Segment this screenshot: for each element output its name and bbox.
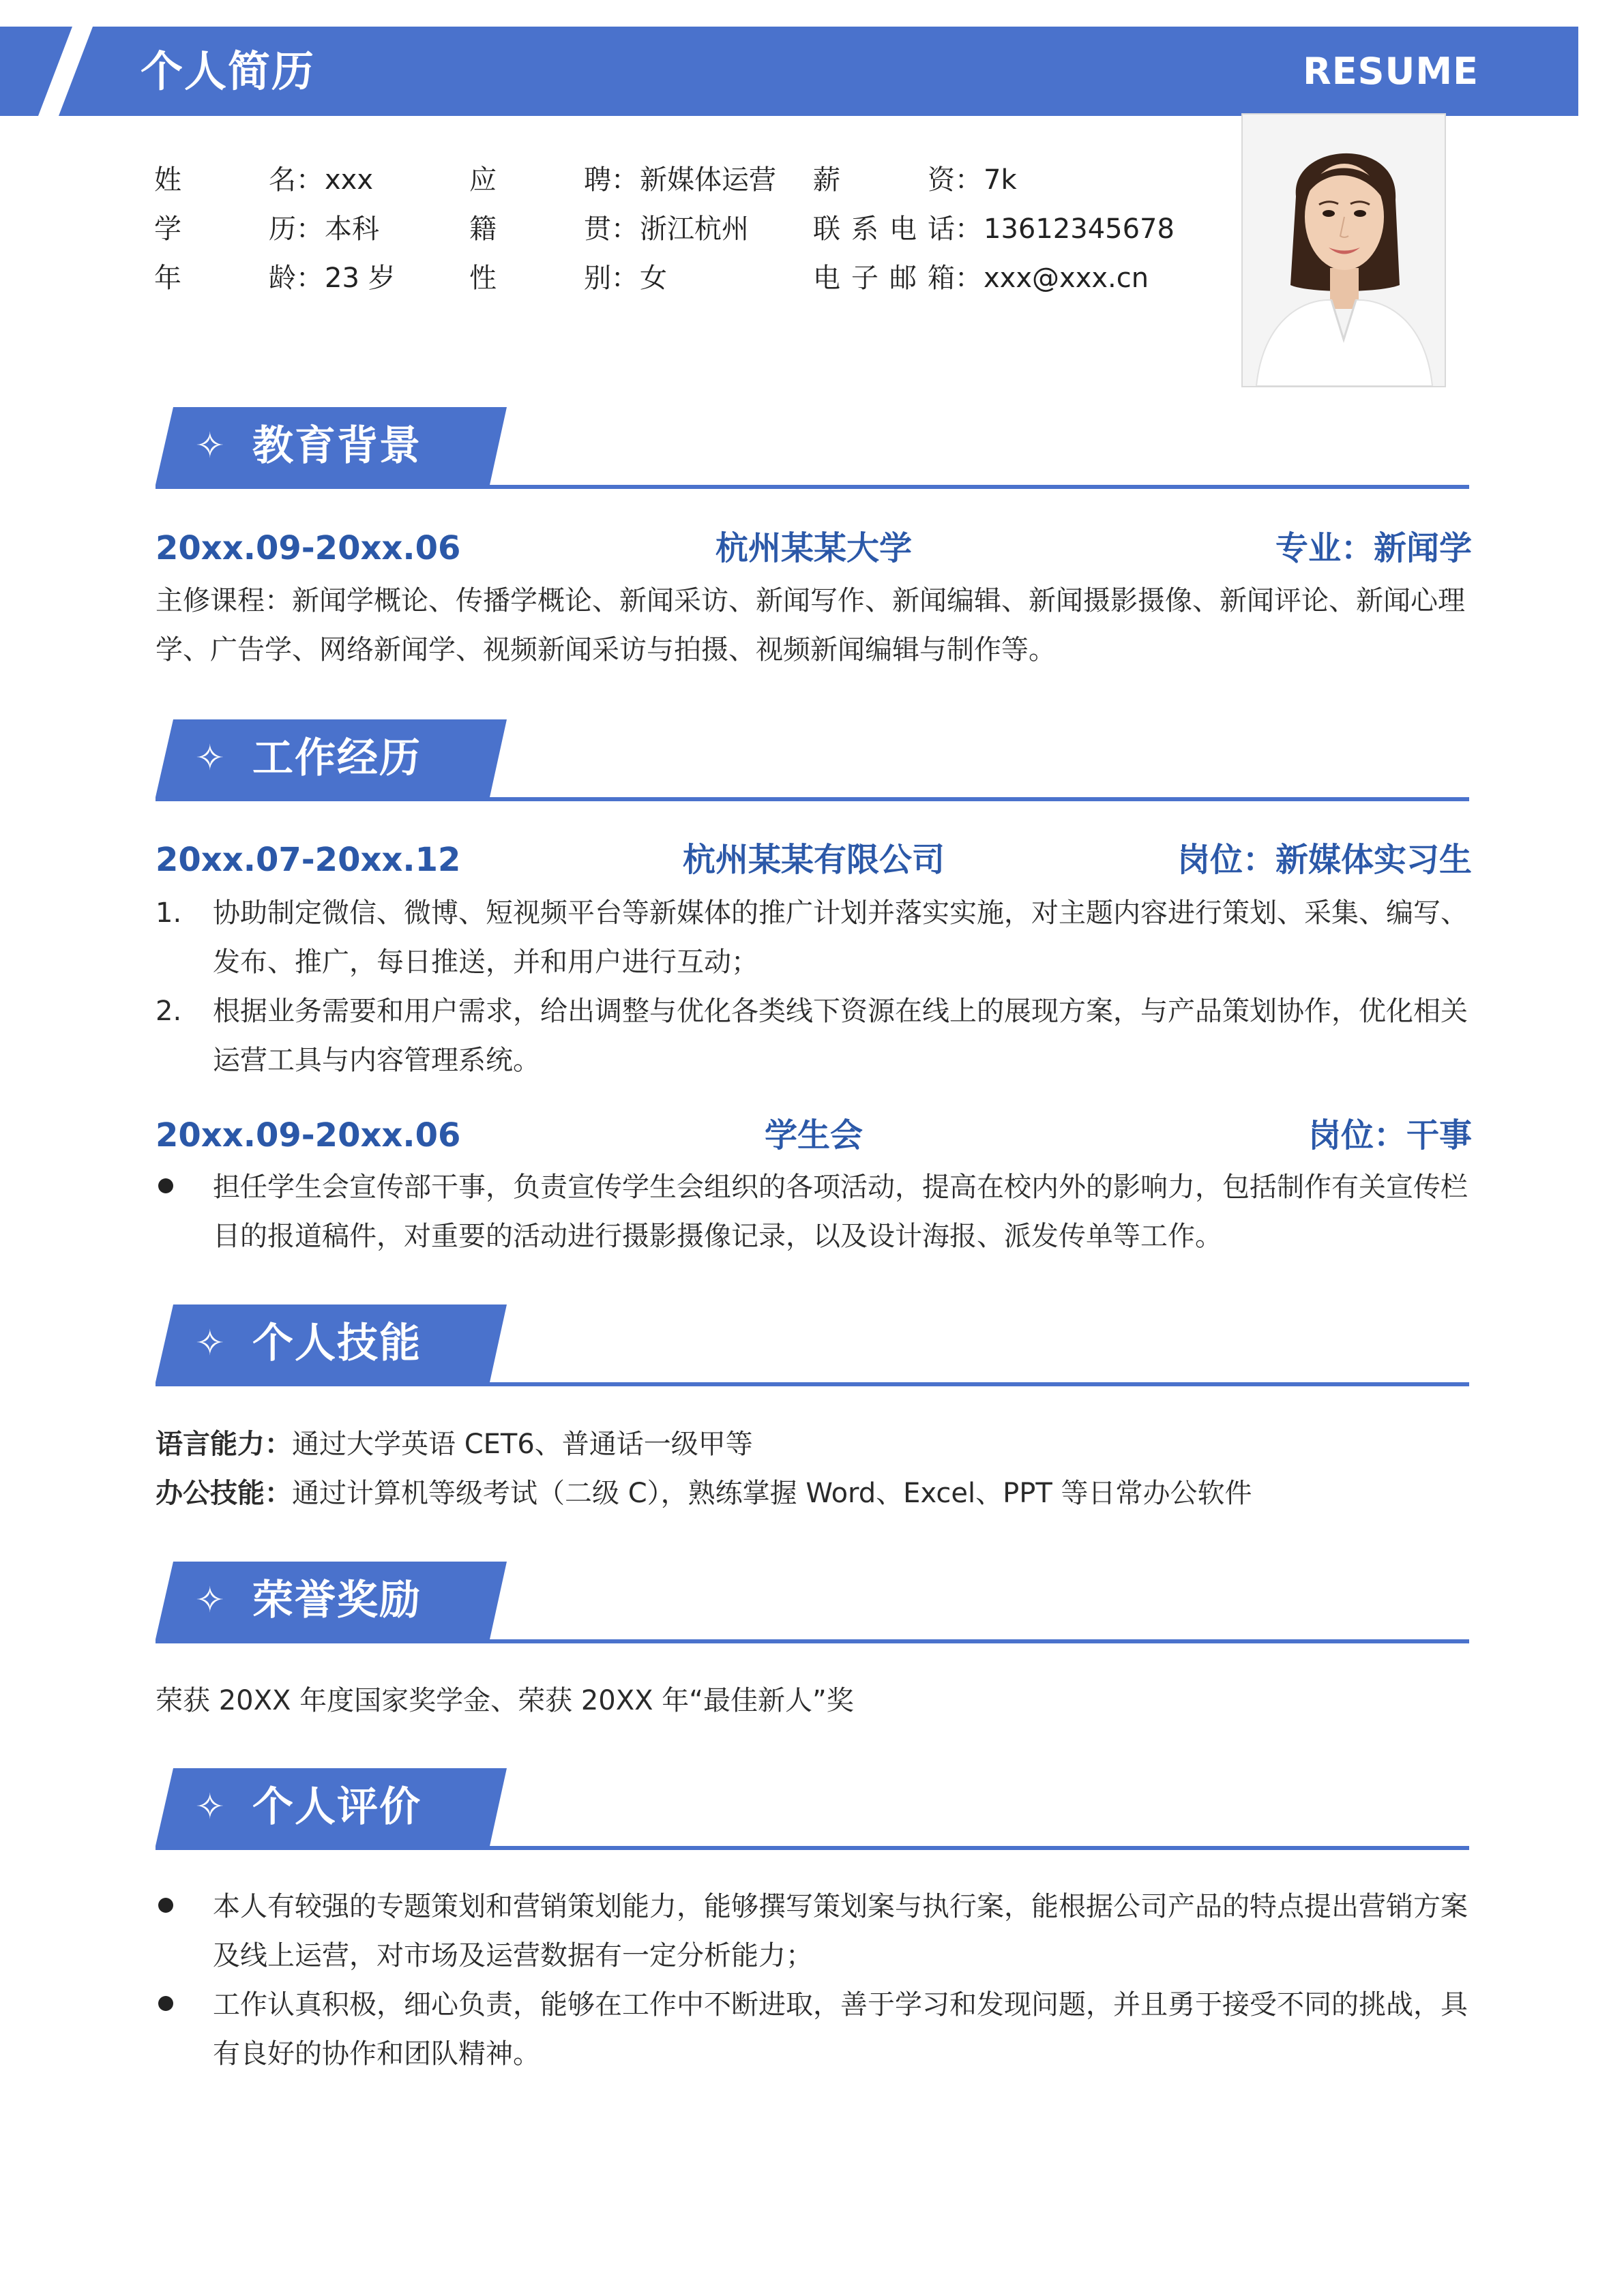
info-label (154, 160, 296, 200)
label-text: 学 历 (154, 213, 296, 245)
list-item (156, 889, 1472, 987)
sparkle-star-icon: ✧ (195, 1787, 225, 1828)
section-divider (156, 1639, 1469, 1643)
label-text: 应 聘 (469, 164, 611, 196)
entry-date: 20xx.07-20xx.12 (156, 841, 461, 879)
section-divider (156, 485, 1469, 489)
info-value: 新媒体运营 (640, 164, 776, 196)
section-header-education (156, 407, 1469, 490)
list-item-text: 工作认真积极，细心负责，能够在工作中不断进取，善于学习和发现问题，并且勇于接受不同的挑战，具有良好的协作和团队精神。 (213, 1989, 1468, 2070)
label-text: 电 子 邮 箱 (813, 263, 955, 294)
education-entry-header (156, 524, 1472, 573)
section-title: 个人评价 (252, 1783, 422, 1831)
separator: ： (296, 164, 323, 196)
section-divider (156, 797, 1469, 801)
info-value: 7k (984, 164, 1017, 196)
skill-label: 语言能力： (156, 1429, 292, 1460)
info-label (154, 258, 296, 299)
separator: ： (296, 213, 323, 245)
info-value: xxx (325, 164, 374, 196)
info-row (154, 258, 1191, 299)
section-divider (156, 1846, 1469, 1850)
info-label (813, 160, 955, 200)
section-title: 个人技能 (252, 1320, 422, 1367)
info-value: xxx@xxx.cn (984, 263, 1149, 294)
sparkle-star-icon: ✧ (195, 738, 225, 779)
page-title-en: RESUME (1303, 50, 1479, 93)
profile-photo (1241, 113, 1446, 387)
page-title: 个人简历 (141, 46, 316, 96)
separator: ： (611, 213, 638, 245)
info-label (469, 209, 611, 250)
bullet-icon (156, 1882, 196, 1931)
info-label (154, 209, 296, 250)
label-text: 性 别 (469, 263, 611, 294)
entry-organization: 学生会 (764, 1116, 863, 1154)
entry-organization: 杭州某某有限公司 (682, 841, 945, 879)
list-item (156, 987, 1472, 1085)
sparkle-star-icon: ✧ (195, 426, 225, 466)
entry-role: 专业：新闻学 (1275, 529, 1472, 567)
info-label (813, 209, 955, 250)
skill-text: 通过计算机等级考试（二级 C），熟练掌握 Word、Excel、PPT 等日常办公软件 (292, 1478, 1252, 1509)
skill-label: 办公技能： (156, 1478, 292, 1509)
label-text: 姓 名 (154, 164, 296, 196)
separator: ： (955, 263, 982, 294)
work-entry-header (156, 1111, 1472, 1160)
section-header-evaluation (156, 1768, 1469, 1851)
section-header-honors (156, 1562, 1469, 1645)
label-text: 联 系 电 话 (813, 213, 955, 245)
info-value: 13612345678 (984, 213, 1175, 245)
entry-role: 岗位：干事 (1308, 1116, 1472, 1154)
info-row (154, 160, 1191, 200)
separator: ： (611, 164, 638, 196)
education-courses: 主修课程：新闻学概论、传播学概论、新闻采访、新闻写作、新闻编辑、新闻摄影摄像、新闻评论、新闻心理学、广告学、网络新闻学、视频新闻采访与拍摄、视频新闻编辑与制作等。 (156, 585, 1465, 666)
list-item-text: 本人有较强的专题策划和营销策划能力，能够撰写策划案与执行案，能根据公司产品的特点提出营销方案及线上运营，对市场及运营数据有一定分析能力； (213, 1891, 1468, 1971)
skill-item (156, 1420, 1472, 1469)
bullet-icon (156, 1163, 196, 1212)
info-value: 浙江杭州 (640, 213, 749, 245)
label-text: 年 龄 (154, 263, 296, 294)
list-item (156, 1980, 1472, 2078)
sparkle-star-icon: ✧ (195, 1580, 225, 1621)
info-value: 23 岁 (325, 263, 396, 294)
info-label (469, 160, 611, 200)
portrait-illustration (1243, 115, 1445, 386)
list-item (156, 1163, 1472, 1261)
separator: ： (611, 263, 638, 294)
separator: ： (955, 213, 982, 245)
entry-organization: 杭州某某大学 (715, 529, 912, 567)
separator: ： (955, 164, 982, 196)
skill-text: 通过大学英语 CET6、普通话一级甲等 (292, 1429, 753, 1460)
bullet-icon (156, 1980, 196, 2029)
list-item-text: 协助制定微信、微博、短视频平台等新媒体的推广计划并落实实施，对主题内容进行策划、采集、编写、发布、推广，每日推送，并和用户进行互动； (213, 897, 1468, 978)
section-title: 荣誉奖励 (252, 1577, 422, 1624)
skill-item (156, 1469, 1472, 1518)
work-entry-header (156, 835, 1472, 884)
section-title: 教育背景 (252, 422, 422, 470)
section-header-skills (156, 1304, 1469, 1388)
honors-text: 荣获 20XX 年度国家奖学金、荣获 20XX 年“最佳新人”奖 (156, 1685, 854, 1716)
list-number: 2. (156, 996, 182, 1027)
info-row (154, 209, 1191, 250)
label-text: 薪 资 (813, 164, 955, 196)
separator: ： (296, 263, 323, 294)
section-title: 工作经历 (252, 734, 422, 782)
entry-date: 20xx.09-20xx.06 (156, 1116, 461, 1154)
entry-date: 20xx.09-20xx.06 (156, 529, 461, 567)
list-item (156, 1882, 1472, 1980)
section-header-work (156, 719, 1469, 803)
list-item-text: 根据业务需要和用户需求，给出调整与优化各类线下资源在线上的展现方案，与产品策划协作，优化相关运营工具与内容管理系统。 (213, 996, 1468, 1076)
list-number: 1. (156, 897, 182, 929)
section-divider (156, 1382, 1469, 1386)
info-label (469, 258, 611, 299)
entry-role: 岗位：新媒体实习生 (1177, 841, 1472, 879)
list-item-text: 担任学生会宣传部干事，负责宣传学生会组织的各项活动，提高在校内外的影响力，包括制作有关宣传栏目的报道稿件，对重要的活动进行摄影摄像记录，以及设计海报、派发传单等工作。 (213, 1172, 1468, 1252)
info-value: 女 (640, 263, 667, 294)
label-text: 籍 贯 (469, 213, 611, 245)
sparkle-star-icon: ✧ (195, 1323, 225, 1364)
info-label (813, 258, 955, 299)
info-value: 本科 (325, 213, 379, 245)
